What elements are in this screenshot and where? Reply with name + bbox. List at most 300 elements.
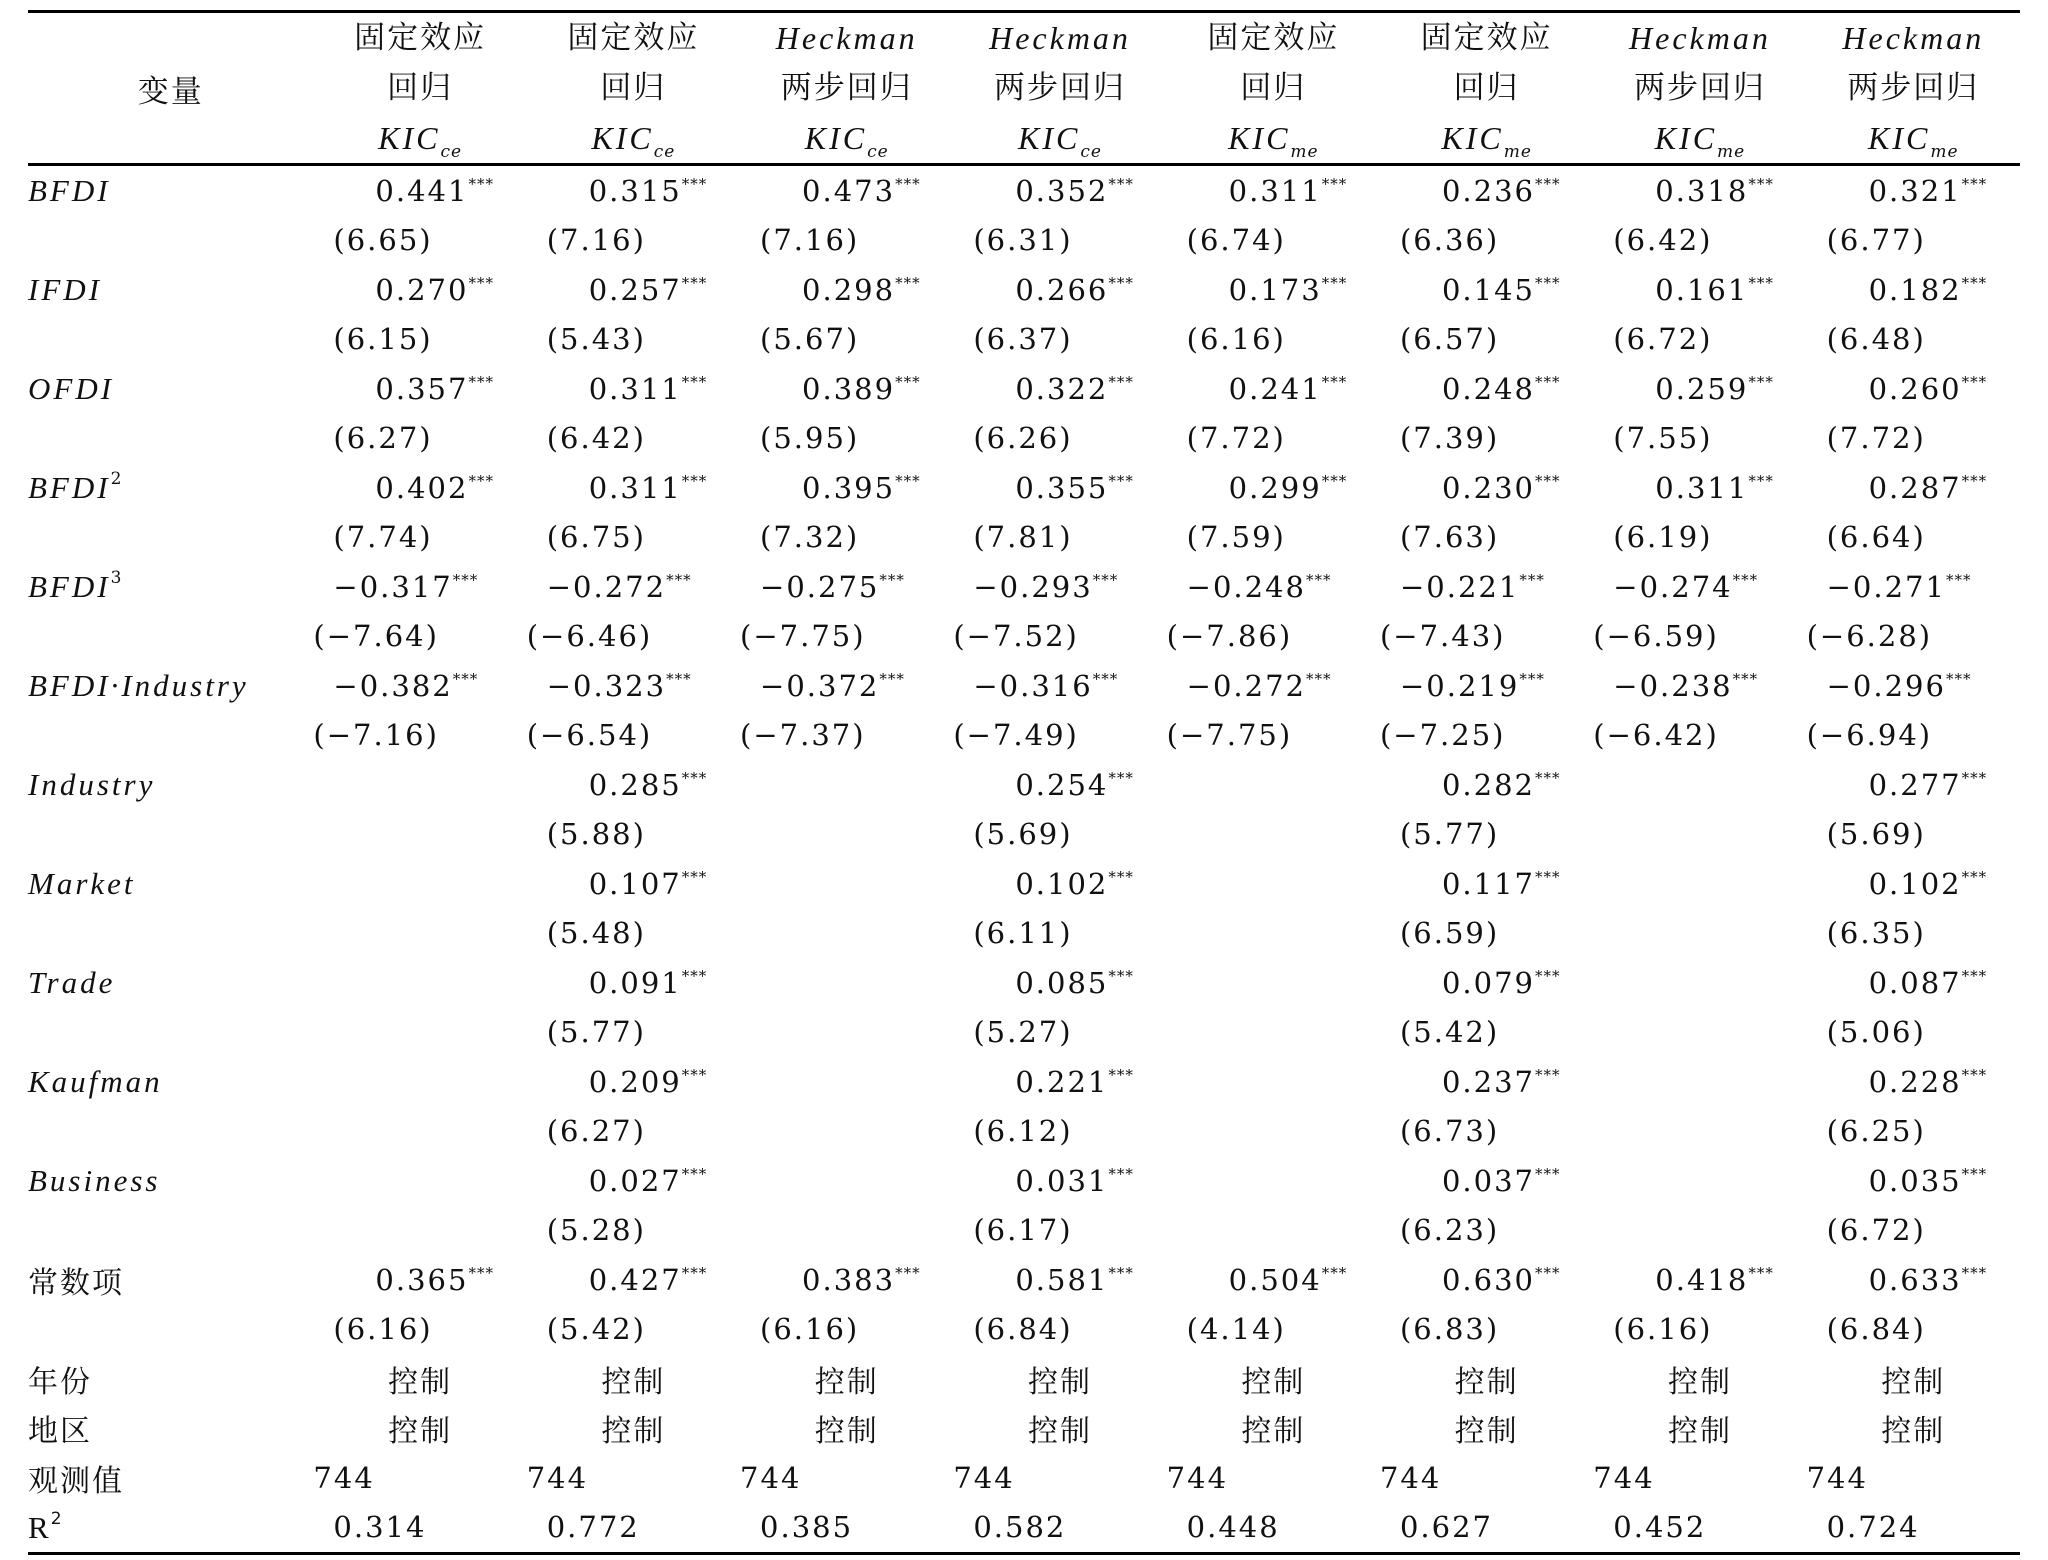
coefficient-cell <box>953 1255 1166 1305</box>
t-statistic-cell: (4.14) <box>1186 1312 1286 1347</box>
t-statistic-cell: (6.23) <box>1399 1213 1500 1248</box>
t-statistic-cell: (6.65) <box>333 223 433 258</box>
coefficient-value: 0.352 <box>1015 173 1109 208</box>
t-statistic-cell: (7.72) <box>1186 421 1286 456</box>
t-statistic-cell: (6.15) <box>333 322 433 357</box>
significance-stars: *** <box>1961 174 1988 193</box>
t-statistic-cell: (−7.49) <box>953 718 1079 753</box>
coefficient-row <box>28 859 2020 909</box>
significance-stars: *** <box>1092 669 1119 688</box>
coefficient-value: 0.236 <box>1441 173 1536 208</box>
coefficient-cell <box>740 1255 953 1305</box>
t-statistic-cell: (6.11) <box>973 916 1073 951</box>
coefficient-cell <box>1167 1255 1380 1305</box>
significance-stars: *** <box>1535 966 1561 985</box>
coefficient-value: −0.272 <box>1186 668 1306 703</box>
t-statistic-cell <box>1593 1008 1806 1058</box>
statistic-cell: 0.452 <box>1593 1503 1806 1554</box>
column-method-detail: 回归 <box>1453 70 1520 106</box>
statistic-cell: 744 <box>1166 1460 1229 1495</box>
coefficient-cell <box>1380 463 1593 513</box>
variable-name: BFDI <box>28 470 111 506</box>
t-statistic-cell: (6.37) <box>973 322 1073 357</box>
t-statistic-cell: (6.42) <box>1613 223 1713 258</box>
significance-stars: *** <box>1306 570 1332 589</box>
t-statistic-cell: (6.72) <box>1826 1213 1926 1248</box>
coefficient-cell <box>1380 958 1593 1008</box>
coefficient-value: 0.311 <box>1228 173 1322 208</box>
control-cell: 控制 <box>388 1414 453 1450</box>
column-header-4 <box>953 12 1166 165</box>
coefficient-cell <box>1593 364 1806 414</box>
coefficient-value: 0.221 <box>1015 1064 1109 1099</box>
coefficient-cell <box>313 463 526 513</box>
column-dependent-variable <box>953 113 1166 163</box>
variable-name: Business <box>28 1162 161 1198</box>
coefficient-value: −0.248 <box>1186 569 1306 604</box>
empty-label-cell <box>28 1107 313 1157</box>
coefficient-cell <box>313 661 526 711</box>
control-cell: 控制 <box>1454 1364 1519 1400</box>
control-cell: 控制 <box>1881 1414 1946 1450</box>
t-statistic-cell: (5.42) <box>1399 1015 1500 1050</box>
coefficient-value: 0.117 <box>1441 866 1536 901</box>
significance-stars: *** <box>681 471 708 490</box>
control-cell: 控制 <box>1028 1364 1093 1400</box>
coefficient-cell <box>1807 165 2020 216</box>
t-statistic-cell: (6.42) <box>546 421 646 456</box>
t-statistic-cell: (7.81) <box>973 520 1073 555</box>
t-statistic-cell: (5.77) <box>546 1015 646 1050</box>
coefficient-cell <box>1807 1156 2020 1206</box>
t-statistic-cell: (5.95) <box>760 421 860 456</box>
control-cell: 控制 <box>388 1364 453 1400</box>
coefficient-value: −0.275 <box>760 569 880 604</box>
control-cell: 控制 <box>814 1364 879 1400</box>
coefficient-cell <box>740 1057 953 1107</box>
coefficient-value: 0.035 <box>1868 1163 1962 1198</box>
column-header-5 <box>1167 12 1380 165</box>
significance-stars: *** <box>1961 1065 1988 1084</box>
coefficient-cell <box>1167 265 1380 315</box>
significance-stars: *** <box>1961 1164 1988 1183</box>
control-cell: 控制 <box>1881 1364 1946 1400</box>
coefficient-value: 0.311 <box>588 470 682 505</box>
coefficient-cell <box>1167 661 1380 711</box>
coefficient-cell <box>313 859 526 909</box>
t-statistic-cell: (−6.28) <box>1806 619 1933 654</box>
t-statistic-cell: (7.55) <box>1613 421 1713 456</box>
coefficient-value: 0.254 <box>1015 767 1109 802</box>
footer-row <box>28 1453 2020 1503</box>
statistic-cell: 744 <box>740 1460 802 1495</box>
coefficient-cell <box>1380 760 1593 810</box>
t-statistic-cell <box>313 1008 526 1058</box>
coefficient-value: 0.031 <box>1015 1163 1109 1198</box>
significance-stars: *** <box>1108 1263 1134 1282</box>
variable-label <box>28 463 313 513</box>
t-statistic-cell: (−6.46) <box>526 619 653 654</box>
t-statistic-cell: (5.69) <box>973 817 1073 852</box>
coefficient-value: 0.322 <box>1015 371 1109 406</box>
coefficient-value: 0.357 <box>375 371 469 406</box>
variable-label <box>28 760 313 810</box>
column-method: 固定效应 <box>1420 20 1553 56</box>
t-statistic-cell: (7.72) <box>1826 421 1926 456</box>
coefficient-value: 0.173 <box>1228 272 1322 307</box>
coefficient-value: 0.311 <box>588 371 682 406</box>
variable-label <box>28 1057 313 1107</box>
coefficient-cell <box>1807 265 2020 315</box>
column-header-2 <box>527 12 740 165</box>
t-statistic-cell: (6.73) <box>1399 1114 1500 1149</box>
coefficient-value: 0.037 <box>1441 1163 1536 1198</box>
column-header-1 <box>313 12 526 165</box>
empty-label-cell <box>28 1206 313 1256</box>
t-statistic-cell <box>313 810 526 860</box>
coefficient-value: −0.382 <box>333 668 453 703</box>
dependent-variable-subscript: ce <box>653 142 676 162</box>
coefficient-cell <box>1380 1156 1593 1206</box>
t-statistic-cell: (−7.25) <box>1379 718 1506 753</box>
coefficient-value: −0.296 <box>1826 668 1946 703</box>
statistic-cell: 0.385 <box>740 1503 953 1554</box>
coefficient-cell <box>313 562 526 612</box>
column-method: Heckman <box>1842 20 1985 56</box>
footer-row <box>28 1404 2020 1454</box>
dependent-variable-name: KIC <box>591 120 654 156</box>
significance-stars: *** <box>681 867 708 886</box>
column-method-detail: 回归 <box>600 70 667 106</box>
coefficient-value: 0.427 <box>588 1262 682 1297</box>
control-cell: 控制 <box>1241 1414 1306 1450</box>
coefficient-cell <box>1807 760 2020 810</box>
significance-stars: *** <box>879 669 905 688</box>
significance-stars: *** <box>1748 372 1774 391</box>
coefficient-value: −0.274 <box>1613 569 1733 604</box>
coefficient-cell <box>313 1255 526 1305</box>
coefficient-value: 0.365 <box>375 1262 469 1297</box>
coefficient-value: 0.581 <box>1015 1262 1109 1297</box>
significance-stars: *** <box>681 174 708 193</box>
coefficient-cell <box>953 463 1166 513</box>
coefficient-value: 0.318 <box>1655 173 1749 208</box>
coefficient-cell <box>527 859 740 909</box>
significance-stars: *** <box>895 1263 921 1282</box>
coefficient-value: 0.182 <box>1868 272 1962 307</box>
coefficient-value: 0.228 <box>1868 1064 1962 1099</box>
coefficient-cell <box>1807 661 2020 711</box>
significance-stars: *** <box>468 174 494 193</box>
t-statistic-cell: (5.77) <box>1399 817 1500 852</box>
t-statistic-cell: (6.16) <box>760 1312 860 1347</box>
significance-stars: *** <box>1961 372 1988 391</box>
footer-label <box>28 1503 313 1554</box>
significance-stars: *** <box>666 570 692 589</box>
coefficient-cell <box>740 760 953 810</box>
t-statistic-cell <box>1167 1206 1380 1256</box>
variable-name: BFDI <box>28 569 111 605</box>
coefficient-cell <box>953 165 1166 216</box>
significance-stars: *** <box>879 570 905 589</box>
t-statistic-cell <box>1167 909 1380 959</box>
significance-stars: *** <box>1732 669 1759 688</box>
dependent-variable-subscript: ce <box>440 142 463 162</box>
significance-stars: *** <box>1321 174 1348 193</box>
t-statistic-cell: (6.27) <box>333 421 433 456</box>
t-statistic-cell: (5.43) <box>546 322 646 357</box>
t-statistic-row <box>28 414 2020 464</box>
t-statistic-cell: (−6.94) <box>1806 718 1933 753</box>
t-statistic-cell: (−7.16) <box>313 718 439 753</box>
statistic-cell: 0.314 <box>313 1503 526 1554</box>
t-statistic-row <box>28 810 2020 860</box>
regression-results-table <box>28 10 2020 1555</box>
significance-stars: *** <box>1535 174 1561 193</box>
statistic-cell: 744 <box>1379 1460 1442 1495</box>
coefficient-value: 0.270 <box>375 272 469 307</box>
coefficient-cell <box>1593 165 1806 216</box>
column-dependent-variable <box>1807 113 2020 163</box>
significance-stars: *** <box>1321 372 1348 391</box>
t-statistic-cell <box>313 1206 526 1256</box>
t-statistic-cell <box>1593 810 1806 860</box>
t-statistic-cell: (−7.37) <box>740 718 866 753</box>
variable-label: 常数项 <box>28 1265 124 1301</box>
coefficient-value: −0.372 <box>760 668 880 703</box>
coefficient-value: 0.209 <box>588 1064 682 1099</box>
coefficient-value: 0.389 <box>802 371 896 406</box>
significance-stars: *** <box>1108 966 1134 985</box>
t-statistic-cell: (6.84) <box>973 1312 1073 1347</box>
coefficient-cell <box>527 1057 740 1107</box>
column-method: 固定效应 <box>354 20 487 56</box>
coefficient-value: 0.102 <box>1868 866 1962 901</box>
significance-stars: *** <box>1108 372 1134 391</box>
coefficient-cell <box>527 661 740 711</box>
column-header-7 <box>1593 12 1806 165</box>
coefficient-value: 0.298 <box>802 272 896 307</box>
t-statistic-cell <box>740 1008 953 1058</box>
coefficient-cell <box>1380 1255 1593 1305</box>
coefficient-value: 0.285 <box>588 767 682 802</box>
coefficient-value: 0.259 <box>1655 371 1749 406</box>
t-statistic-row <box>28 1107 2020 1157</box>
coefficient-cell <box>527 760 740 810</box>
coefficient-value: 0.027 <box>588 1163 682 1198</box>
t-statistic-cell: (7.16) <box>546 223 646 258</box>
t-statistic-cell: (6.27) <box>546 1114 646 1149</box>
t-statistic-cell: (6.74) <box>1186 223 1286 258</box>
variable-name: Industry <box>28 766 156 802</box>
significance-stars: *** <box>666 669 692 688</box>
significance-stars: *** <box>1535 1263 1561 1282</box>
significance-stars: *** <box>1945 570 1972 589</box>
statistic-cell: 0.627 <box>1380 1503 1593 1554</box>
footer-label: 地区 <box>28 1414 92 1450</box>
column-dependent-variable <box>1593 113 1806 163</box>
significance-stars: *** <box>681 768 708 787</box>
coefficient-row <box>28 958 2020 1008</box>
coefficient-cell <box>1593 859 1806 909</box>
t-statistic-row <box>28 909 2020 959</box>
coefficient-row <box>28 1057 2020 1107</box>
coefficient-value: −0.219 <box>1399 668 1520 703</box>
coefficient-cell <box>740 463 953 513</box>
empty-label-cell <box>28 612 313 662</box>
significance-stars: *** <box>468 273 494 292</box>
r-squared-power: 2 <box>50 1508 64 1529</box>
coefficient-value: 0.311 <box>1655 470 1749 505</box>
coefficient-value: −0.293 <box>973 569 1093 604</box>
column-dependent-variable <box>313 113 526 163</box>
coefficient-value: 0.355 <box>1015 470 1109 505</box>
t-statistic-cell: (5.69) <box>1826 817 1926 852</box>
coefficient-cell <box>740 1156 953 1206</box>
t-statistic-cell: (6.77) <box>1826 223 1926 258</box>
t-statistic-cell <box>1593 909 1806 959</box>
table-header <box>28 12 2020 165</box>
coefficient-value: 0.315 <box>588 173 682 208</box>
coefficient-cell <box>953 958 1166 1008</box>
coefficient-value: 0.145 <box>1441 272 1536 307</box>
t-statistic-cell: (6.75) <box>546 520 646 555</box>
dependent-variable-subscript: ce <box>1080 142 1102 162</box>
column-dependent-variable <box>740 113 953 163</box>
significance-stars: *** <box>1108 273 1134 292</box>
coefficient-cell <box>1593 1156 1806 1206</box>
significance-stars: *** <box>681 372 708 391</box>
coefficient-cell <box>1807 562 2020 612</box>
significance-stars: *** <box>1748 471 1774 490</box>
coefficient-cell <box>953 562 1166 612</box>
empty-label-cell <box>28 1008 313 1058</box>
coefficient-cell <box>953 364 1166 414</box>
coefficient-cell <box>1167 859 1380 909</box>
significance-stars: *** <box>468 1263 494 1282</box>
coefficient-cell <box>1593 562 1806 612</box>
t-statistic-cell <box>1167 1008 1380 1058</box>
t-statistic-cell <box>1167 810 1380 860</box>
coefficient-value: 0.473 <box>802 173 896 208</box>
statistic-cell: 744 <box>1593 1460 1655 1495</box>
empty-label-cell <box>28 909 313 959</box>
t-statistic-cell: (7.74) <box>333 520 433 555</box>
dependent-variable-name: KIC <box>804 120 868 156</box>
significance-stars: *** <box>895 471 921 490</box>
coefficient-cell <box>953 265 1166 315</box>
column-method: 固定效应 <box>1207 20 1340 56</box>
t-statistic-row <box>28 612 2020 662</box>
dependent-variable-subscript: me <box>1717 142 1746 162</box>
variable-label <box>28 364 313 414</box>
coefficient-cell <box>1380 661 1593 711</box>
empty-label-cell <box>28 1305 313 1355</box>
coefficient-cell <box>527 165 740 216</box>
coefficient-value: 0.257 <box>588 272 682 307</box>
significance-stars: *** <box>681 1263 708 1282</box>
coefficient-cell <box>1167 165 1380 216</box>
significance-stars: *** <box>1961 1263 1988 1282</box>
footer-label: 观测值 <box>28 1463 124 1499</box>
significance-stars: *** <box>1108 867 1134 886</box>
coefficient-cell <box>1167 1156 1380 1206</box>
coefficient-cell <box>1807 1255 2020 1305</box>
coefficient-row <box>28 661 2020 711</box>
variable-label <box>28 661 313 711</box>
significance-stars: *** <box>452 570 479 589</box>
t-statistic-cell: (6.31) <box>973 223 1073 258</box>
column-header-6 <box>1380 12 1593 165</box>
control-cell: 控制 <box>1454 1414 1519 1450</box>
coefficient-cell <box>953 1156 1166 1206</box>
significance-stars: *** <box>1108 174 1134 193</box>
coefficient-value: 0.230 <box>1441 470 1536 505</box>
significance-stars: *** <box>1748 273 1774 292</box>
r-squared-label: R <box>28 1509 51 1545</box>
t-statistic-cell: (−7.64) <box>313 619 439 654</box>
t-statistic-row <box>28 513 2020 563</box>
coefficient-cell <box>313 364 526 414</box>
variable-name: Trade <box>28 964 116 1000</box>
t-statistic-cell: (6.16) <box>333 1312 433 1347</box>
significance-stars: *** <box>1535 1164 1561 1183</box>
t-statistic-cell: (7.16) <box>760 223 860 258</box>
significance-stars: *** <box>1535 1065 1561 1084</box>
significance-stars: *** <box>468 471 494 490</box>
significance-stars: *** <box>1108 768 1134 787</box>
coefficient-cell <box>740 859 953 909</box>
coefficient-row <box>28 760 2020 810</box>
significance-stars: *** <box>468 372 494 391</box>
significance-stars: *** <box>1108 471 1134 490</box>
statistic-cell: 744 <box>526 1460 589 1495</box>
coefficient-cell <box>740 562 953 612</box>
column-dependent-variable <box>1167 113 1380 163</box>
t-statistic-cell: (6.26) <box>973 421 1073 456</box>
control-cell: 控制 <box>1241 1364 1306 1400</box>
dependent-variable-name: KIC <box>1228 120 1291 156</box>
t-statistic-cell: (6.17) <box>973 1213 1073 1248</box>
table-body <box>28 165 2020 1554</box>
coefficient-cell <box>527 265 740 315</box>
significance-stars: *** <box>681 1065 708 1084</box>
variable-label <box>28 1156 313 1206</box>
column-header-8 <box>1807 12 2020 165</box>
significance-stars: *** <box>1535 471 1561 490</box>
dependent-variable-name: KIC <box>1654 120 1718 156</box>
significance-stars: *** <box>452 669 479 688</box>
significance-stars: *** <box>895 174 921 193</box>
t-statistic-cell: (5.42) <box>546 1312 646 1347</box>
coefficient-cell <box>1593 661 1806 711</box>
coefficient-cell <box>1807 958 2020 1008</box>
coefficient-cell <box>953 661 1166 711</box>
coefficient-cell <box>313 165 526 216</box>
significance-stars: *** <box>1519 570 1545 589</box>
t-statistic-row <box>28 1206 2020 1256</box>
t-statistic-cell: (5.28) <box>546 1213 646 1248</box>
coefficient-value: 0.091 <box>588 965 682 1000</box>
coefficient-cell <box>527 1255 740 1305</box>
column-method-detail: 回归 <box>387 70 454 106</box>
coefficient-cell <box>953 760 1166 810</box>
coefficient-cell <box>953 859 1166 909</box>
coefficient-cell <box>1167 958 1380 1008</box>
coefficient-value: 0.321 <box>1868 173 1962 208</box>
coefficient-cell <box>313 1057 526 1107</box>
control-cell: 控制 <box>1667 1364 1732 1400</box>
